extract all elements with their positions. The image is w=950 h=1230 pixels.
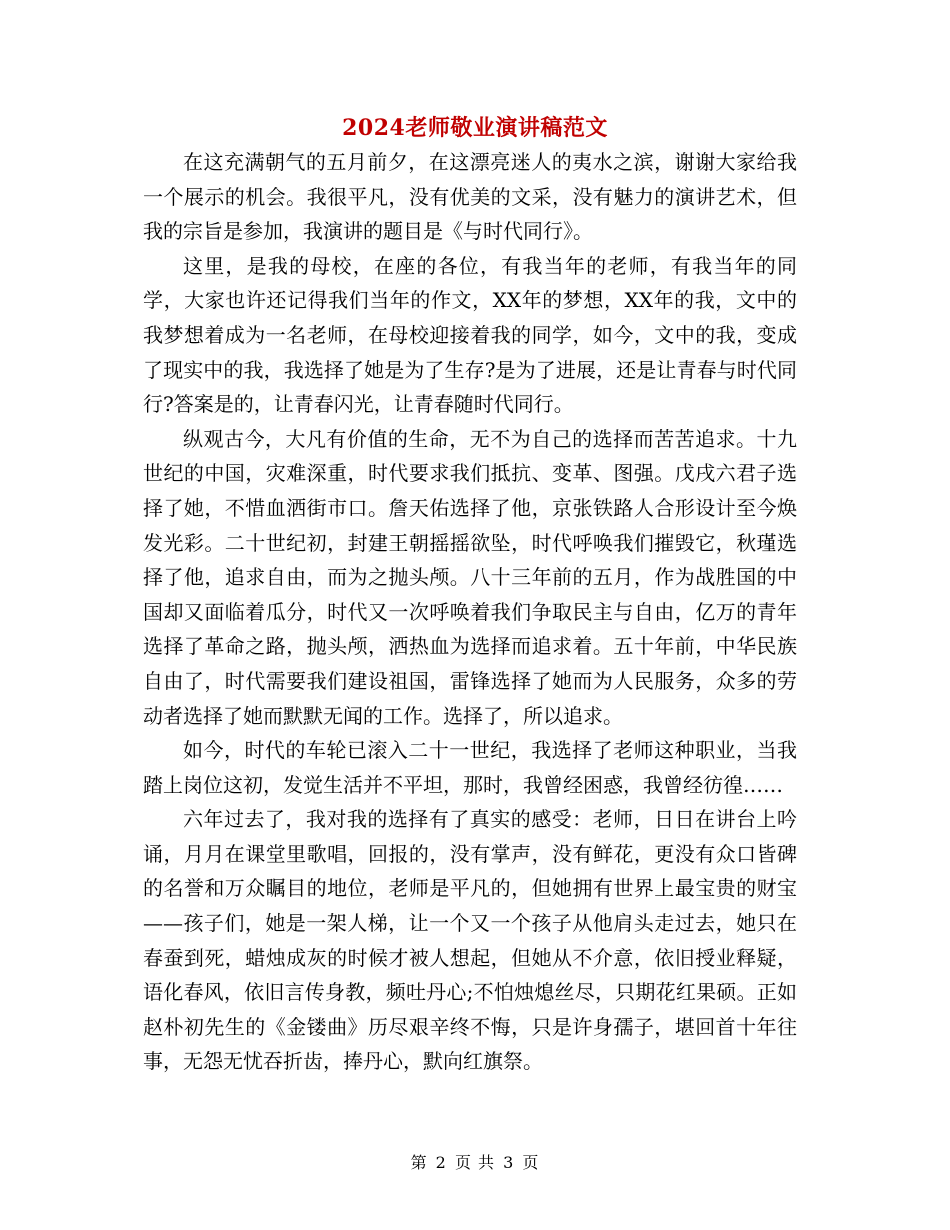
paragraph-3: 纵观古今，大凡有价值的生命，无不为自己的选择而苦苦追求。十九世纪的中国，灾难深重，时代要求我们抵抗、变革、图强。戊戌六君子选择了她，不惜血洒街市口。詹天佑选择了他，京张铁路人合形设计至今焕发光彩。二十世纪初，封建王朝摇摇欲坠，时代呼唤我们摧毁它，秋瑾选择了他，追求自由，而为之抛头颅。八十三年前的五月，作为战胜国的中国却又面临着瓜分，时代又一次呼唤着我们争取民主与自由，亿万的青年选择了革命之路，抛头颅，洒热血为选择而追求着。五十年前，中华民族自由了，时代需要我们建设祖国，雷锋选择了她而为人民服务，众多的劳动者选择了她而默默无闻的工作。选择了，所以追求。 (143, 426, 797, 728)
document-title: 2024老师敬业演讲稿范文 (342, 115, 608, 141)
paragraph-2: 这里，是我的母校，在座的各位，有我当年的老师，有我当年的同学，大家也许还记得我们当年的作文，XX年的梦想，XX年的我，文中的我梦想着成为一名老师，在母校迎接着我的同学，如今，文中的我，变成了现实中的我，我选择了她是为了生存?是为了进展，还是让青春与时代同行?答案是的，让青春闪光，让青春随时代同行。 (143, 253, 797, 417)
paragraph-5: 六年过去了，我对我的选择有了真实的感受：老师，日日在讲台上吟诵，月月在课堂里歌唱，回报的，没有掌声，没有鲜花，更没有众口皆碑的名誉和万众瞩目的地位，老师是平凡的，但她拥有世界上最宝贵的财宝——孩子们，她是一架人梯，让一个又一个孩子从他肩头走过去，她只在春蚕到死，蜡烛成灰的时候才被人想起，但她从不介意，依旧授业释疑，语化春风，依旧言传身教，频吐丹心;不怕烛熄丝尽，只期花红果硕。正如赵朴初先生的《金镂曲》历尽艰辛终不悔，只是许身孺子，堪回首十年往事，无怨无忧吞折齿，捧丹心，默向红旗祭。 (143, 807, 797, 1074)
footer-current-page: 2 (435, 1153, 447, 1172)
paragraph-1: 在这充满朝气的五月前夕，在这漂亮迷人的夷水之滨，谢谢大家给我一个展示的机会。我很平凡，没有优美的文采，没有魅力的演讲艺术，但我的宗旨是参加，我演讲的题目是《与时代同行》。 (143, 150, 797, 244)
document-body (143, 145, 797, 1079)
footer-mid: 页 共 (454, 1153, 496, 1172)
footer-prefix: 第 (410, 1153, 428, 1172)
footer-suffix: 页 (522, 1153, 540, 1172)
paragraph-4: 如今，时代的车轮已滚入二十一世纪，我选择了老师这种职业，当我踏上岗位这初，发觉生活并不平坦，那时，我曾经困惑，我曾经彷徨…… (143, 738, 797, 797)
footer-total-pages: 3 (503, 1153, 515, 1172)
page-footer (0, 1150, 950, 1173)
